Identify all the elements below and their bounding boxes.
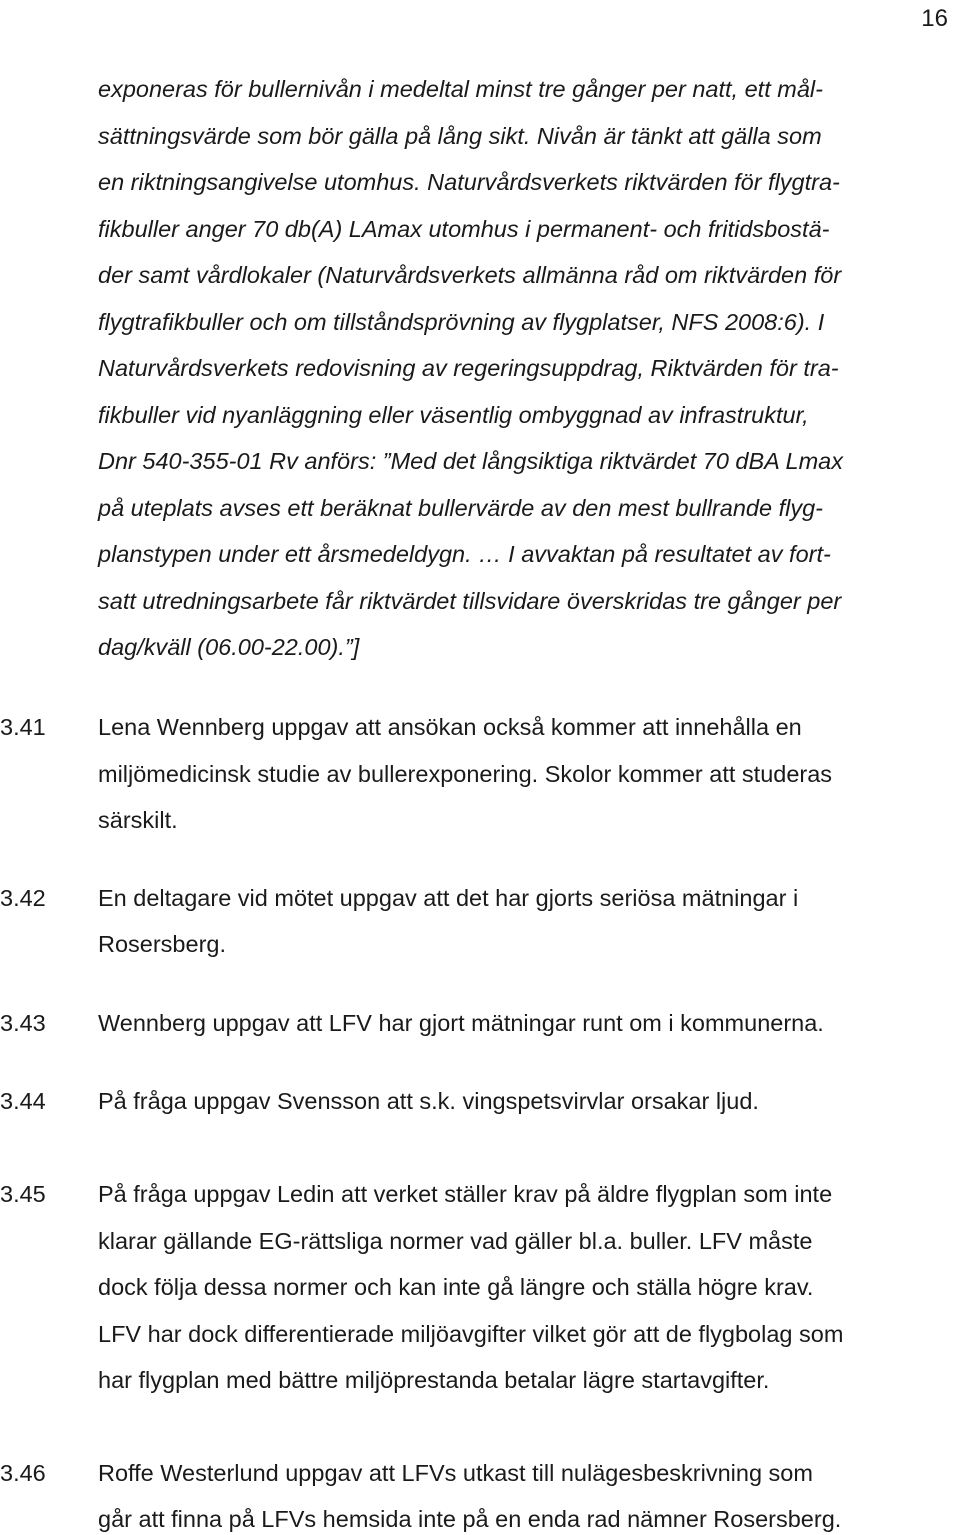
item-line: Wennberg uppgav att LFV har gjort mätningar runt om i kommunerna. — [98, 1010, 824, 1036]
quote-line: på uteplats avses ett beräknat bullervärde av den mest bullrande flyg- — [98, 495, 824, 521]
item-number: 3.46 — [0, 1460, 46, 1486]
item-number: 3.43 — [0, 1010, 46, 1036]
quote-line: Dnr 540-355-01 Rv anförs: ”Med det långsiktiga riktvärdet 70 dBA Lmax — [98, 448, 843, 474]
item-line: På fråga uppgav Ledin att verket ställer krav på äldre flygplan som inte — [98, 1181, 833, 1207]
item-line: På fråga uppgav Svensson att s.k. vingspetsvirvlar orsakar ljud. — [98, 1088, 759, 1114]
item-line: Roffe Westerlund uppgav att LFVs utkast till nulägesbeskrivning som — [98, 1460, 813, 1486]
quote-line: fikbuller vid nyanläggning eller väsentlig ombyggnad av infrastruktur, — [98, 402, 809, 428]
quote-line: Naturvårdsverkets redovisning av regeringsuppdrag, Riktvärden för tra- — [98, 355, 839, 381]
item-line: LFV har dock differentierade miljöavgifter vilket gör att de flygbolag som — [98, 1321, 844, 1347]
quote-line: planstypen under ett årsmedeldygn. … I avvaktan på resultatet av fort- — [98, 541, 831, 567]
item-number: 3.42 — [0, 885, 46, 911]
item-line: Rosersberg. — [98, 931, 226, 957]
item-line: går att finna på LFVs hemsida inte på en enda rad nämner Rosersberg. — [98, 1506, 842, 1532]
item-line: Lena Wennberg uppgav att ansökan också kommer att innehålla en — [98, 714, 802, 740]
item-number: 3.44 — [0, 1088, 46, 1114]
item-number: 3.45 — [0, 1181, 46, 1207]
item-line: klarar gällande EG-rättsliga normer vad gäller bl.a. buller. LFV måste — [98, 1228, 813, 1254]
quote-line: der samt vårdlokaler (Naturvårdsverkets allmänna råd om riktvärden för — [98, 262, 842, 288]
quote-line: exponeras för bullernivån i medeltal minst tre gånger per natt, ett mål- — [98, 76, 823, 102]
item-line: miljömedicinsk studie av bullerexponering. Skolor kommer att studeras — [98, 761, 833, 787]
item-number: 3.41 — [0, 714, 46, 740]
item-line: dock följa dessa normer och kan inte gå längre och ställa högre krav. — [98, 1274, 814, 1300]
quote-line: dag/kväll (06.00-22.00).”] — [98, 634, 360, 660]
quote-line: flygtrafikbuller och om tillståndsprövning av flygplatser, NFS 2008:6). I — [98, 309, 825, 335]
item-line: särskilt. — [98, 807, 178, 833]
page-number: 16 — [921, 5, 948, 32]
item-line: En deltagare vid mötet uppgav att det har gjorts seriösa mätningar i — [98, 885, 799, 911]
quote-line: fikbuller anger 70 db(A) LAmax utomhus i permanent- och fritidsbostä- — [98, 216, 830, 242]
quote-line: sättningsvärde som bör gälla på lång sikt. Nivån är tänkt att gälla som — [98, 123, 822, 149]
item-line: har flygplan med bättre miljöprestanda betalar lägre startavgifter. — [98, 1367, 770, 1393]
quote-line: satt utredningsarbete får riktvärdet tillsvidare överskridas tre gånger per — [98, 588, 842, 614]
quote-line: en riktningsangivelse utomhus. Naturvårdsverkets riktvärden för flygtra- — [98, 169, 840, 195]
